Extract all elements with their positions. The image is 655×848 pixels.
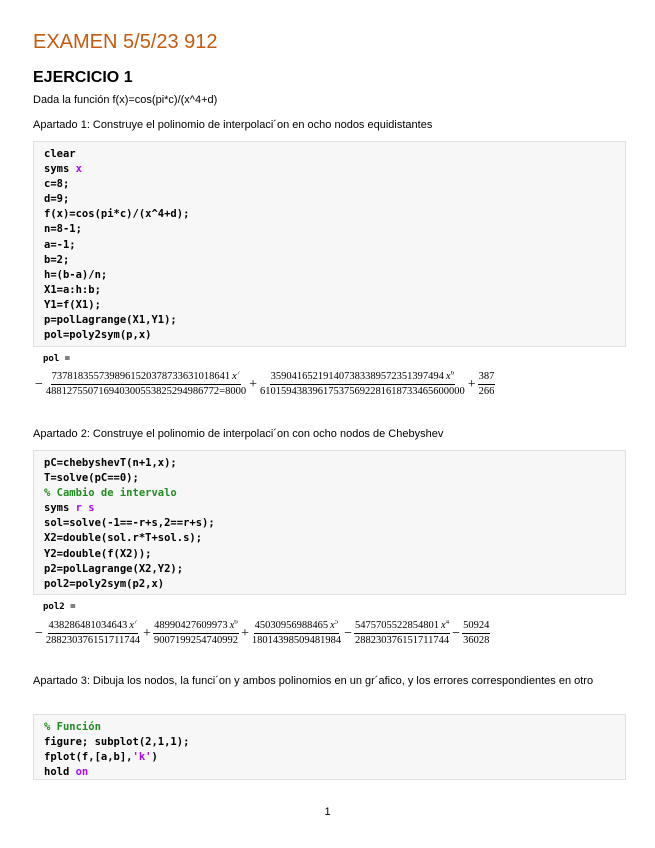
math-variable: x xyxy=(232,371,237,382)
code-line xyxy=(44,765,189,780)
math-operator: + xyxy=(240,625,249,641)
math-term xyxy=(33,371,247,398)
math-exponent: 7 xyxy=(133,620,138,626)
code-token: syms xyxy=(44,163,76,176)
math-variable: x xyxy=(129,620,134,631)
code-token: x xyxy=(75,163,82,176)
math-term xyxy=(141,620,239,647)
fraction-numerator: 5475705522854801 $x^4$ xyxy=(354,620,450,634)
code-line xyxy=(44,207,189,222)
code-line xyxy=(44,456,215,471)
document-title: EXAMEN 5/5/23 912 xyxy=(33,31,218,53)
math-fraction xyxy=(45,620,141,647)
code-comment: % Función xyxy=(44,721,101,733)
section3-heading: Apartado 3: Dibuja los nodos, la funci´on y ambos polinomios en un gr´afico, y los errores correspondientes en otro xyxy=(33,675,594,687)
code-token: b=2; xyxy=(44,253,70,266)
math-fraction xyxy=(251,620,342,647)
math-operator: + xyxy=(249,376,257,392)
math-operator: − xyxy=(344,625,352,641)
math-term xyxy=(247,371,466,398)
math-operator: − xyxy=(452,625,461,641)
code-token: a=-1; xyxy=(44,238,76,251)
code-token: f(x)=cos(pi*c)/(x^4+d); xyxy=(44,208,190,221)
math-exponent: 7 xyxy=(236,371,241,377)
math-operator: − xyxy=(35,376,43,392)
code-token: p=polLagrange(X1,Y1); xyxy=(44,314,177,327)
code-line xyxy=(44,486,215,501)
code-line xyxy=(44,283,189,298)
code-line xyxy=(44,577,215,592)
code-token: 'k' xyxy=(132,751,152,764)
math-fraction xyxy=(153,620,239,647)
fraction-denominator: 266 xyxy=(478,386,495,397)
math-term xyxy=(466,371,496,398)
code-line xyxy=(44,177,189,192)
math-fraction xyxy=(478,371,496,398)
fraction-numerator: 359041652191407383389572351397494 $x^6$ xyxy=(270,371,455,385)
exercise-heading: EJERCICIO 1 xyxy=(33,69,133,86)
fraction-denominator: 900719925474099​2 xyxy=(153,635,238,646)
code-token: pC=chebyshevT(n+1,x); xyxy=(44,457,177,469)
math-fraction xyxy=(259,371,466,398)
code-line xyxy=(44,268,189,283)
code-line xyxy=(44,750,189,765)
fraction-denominator: 28823037615171174​4 xyxy=(45,635,141,646)
math-variable: x xyxy=(445,371,451,382)
code-line xyxy=(44,253,189,268)
code-line xyxy=(44,547,215,562)
code-line xyxy=(44,516,215,531)
code-token: d=9; xyxy=(44,193,70,206)
math-operator: − xyxy=(35,625,43,641)
code-token: T=solve(pC==0); xyxy=(44,472,139,485)
code-line xyxy=(44,162,189,177)
code-token: sol=solve(-1==-r+s,2==r+s); xyxy=(44,517,215,530)
fraction-denominator: 1801439850948198​4 xyxy=(251,635,342,646)
output-label-pol2: pol2 = xyxy=(43,602,76,612)
math-term xyxy=(450,620,490,647)
fraction-denominator: 48812755071694030055382529498677​2=8000 xyxy=(45,386,247,397)
code-lines xyxy=(44,720,189,780)
section2-heading: Apartado 2: Construye el polinomio de interpolaci´on con ocho nodos de Chebyshev xyxy=(33,428,444,440)
code-line xyxy=(44,531,215,546)
math-exponent: 5 xyxy=(334,620,339,626)
output-expression-pol xyxy=(33,371,545,398)
math-variable: x xyxy=(229,620,235,631)
fraction-numerator: 4382864810346​43 $x^7$ xyxy=(48,620,139,634)
math-operator: + xyxy=(467,376,476,392)
code-token: Y2=double(f(X2)); xyxy=(44,547,152,560)
intro-text: Dada la función f(x)=cos(pi*c)/(x^4+d) xyxy=(33,94,218,106)
code-line xyxy=(44,192,189,207)
code-lines xyxy=(44,147,189,343)
code-token: p2=polLagrange(X2,Y2); xyxy=(44,562,184,575)
code-token: h=(b-a)/n; xyxy=(44,268,108,281)
math-variable: x xyxy=(441,620,446,631)
math-exponent: 6 xyxy=(450,371,455,377)
code-token: ) xyxy=(151,751,158,764)
code-token: r s xyxy=(75,502,95,515)
code-line xyxy=(44,147,189,162)
code-token: n=8-1; xyxy=(44,223,82,236)
code-line xyxy=(44,328,189,343)
math-fraction xyxy=(45,371,247,398)
output-label-pol: pol = xyxy=(43,354,71,364)
code-token: X2=double(sol.r*T+sol.s); xyxy=(44,532,203,545)
fraction-denominator: 610159438396175375692281618733465600000 xyxy=(259,386,465,397)
code-token: X1=a:h:b; xyxy=(44,283,101,296)
code-block-1 xyxy=(33,141,626,347)
math-fraction xyxy=(354,620,450,647)
fraction-numerator: 7378183557398961520378733631018641 $x^7$ xyxy=(51,371,242,385)
code-token: pol=poly2sym(p,x) xyxy=(44,329,152,342)
math-term xyxy=(342,620,450,647)
fraction-numerator: 4899042760997​3 $x^6$ xyxy=(153,620,239,634)
fraction-numerator: 387 xyxy=(478,371,496,385)
math-term xyxy=(33,620,141,647)
code-block-2 xyxy=(33,450,626,595)
math-exponent: 6 xyxy=(234,620,238,626)
fraction-denominator: 28823037615171174​4 xyxy=(355,635,450,646)
code-lines xyxy=(44,456,215,592)
code-token: fplot(f,[a,b], xyxy=(44,751,133,764)
code-comment: % Cambio de intervalo xyxy=(44,487,177,500)
math-operator: + xyxy=(143,625,151,641)
math-variable: x xyxy=(330,620,335,631)
code-line xyxy=(44,720,189,735)
code-block-3 xyxy=(33,714,626,780)
code-line xyxy=(44,313,189,328)
output-expression-pol2 xyxy=(33,620,546,647)
fraction-numerator: 50924 xyxy=(462,620,490,634)
code-line xyxy=(44,735,189,750)
code-line xyxy=(44,562,215,577)
code-token: pol2=poly2sym(p2,x) xyxy=(44,577,165,590)
code-line xyxy=(44,238,189,253)
code-token: on xyxy=(75,766,89,779)
page-number: 1 xyxy=(324,806,331,818)
code-token: c=8; xyxy=(44,178,70,191)
code-line xyxy=(44,501,215,516)
math-fraction xyxy=(462,620,490,647)
code-token: syms xyxy=(44,502,76,515)
code-token: hold xyxy=(44,766,76,779)
math-exponent: 4 xyxy=(445,620,450,626)
code-line xyxy=(44,471,215,486)
code-line xyxy=(44,298,189,313)
code-token: clear xyxy=(44,148,76,160)
code-line xyxy=(44,222,189,237)
section1-heading: Apartado 1: Construye el polinomio de interpolaci´on en ocho nodos equidistantes xyxy=(33,119,433,131)
code-token: Y1=f(X1); xyxy=(44,298,101,311)
fraction-numerator: 4503095698846​5 $x^5$ xyxy=(254,620,340,634)
math-term xyxy=(239,620,342,647)
code-token: figure; subplot(2,1,1); xyxy=(44,736,190,749)
fraction-denominator: 36028 xyxy=(463,635,490,646)
